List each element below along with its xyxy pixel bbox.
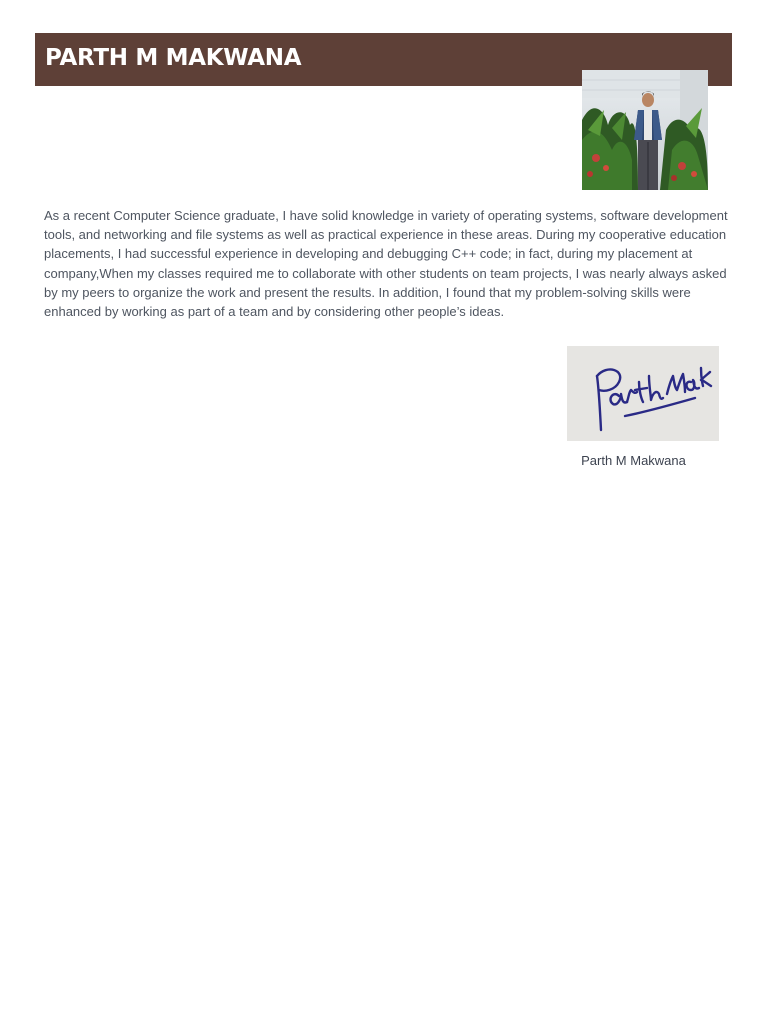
handwritten-signature-icon — [567, 346, 719, 441]
profile-summary: As a recent Computer Science graduate, I have solid knowledge in variety of operating systems, software development tools, and networking and file systems as well as practical experience in these areas. During my cooperative education placements, I had successful experience in developing and debugging C++ code; in fact, during my placement at company,When my classes required me to collaborate with other students on team projects, I was nearly always asked by my peers to organize the work and present the results. In addition, I found that my problem-solving skills were enhanced by working as part of a team and by considering other people’s ideas. — [44, 208, 728, 320]
profile-photo — [582, 70, 708, 190]
profile-photo-icon — [582, 70, 708, 190]
page-title: PARTH M MAKWANA — [45, 45, 302, 71]
signature-name: Parth M Makwana — [581, 453, 686, 468]
signature-image — [567, 346, 719, 441]
